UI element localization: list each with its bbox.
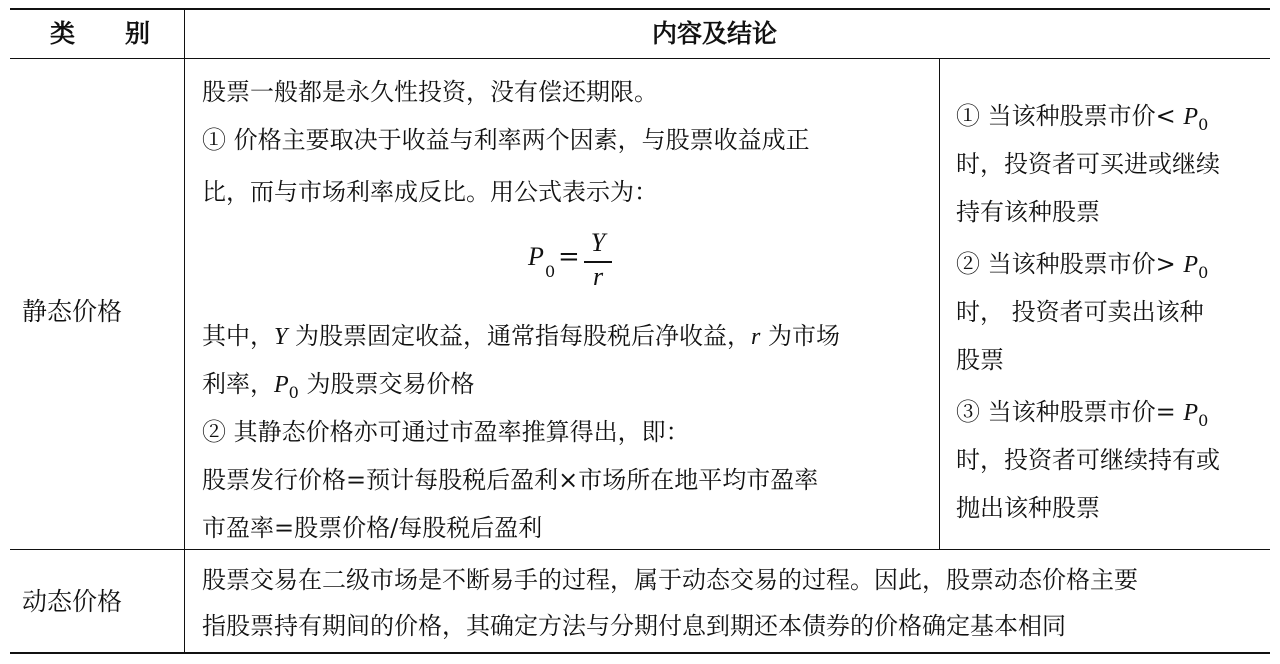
- header-category: 类 别: [50, 19, 151, 48]
- line4-part-c: 为市场: [760, 322, 840, 350]
- table-bottom-rule: [10, 652, 1270, 654]
- c3-var-sub: 0: [1198, 410, 1209, 430]
- conclusion-1-line-2: 时，投资者可买进或继续: [956, 150, 1220, 178]
- formula-denominator: r: [592, 262, 604, 291]
- dynamic-line-2: 指股票持有期间的价格，其确定方法与分期付息到期还本债券的价格确定基本相同: [202, 612, 1066, 640]
- static-line-5: [202, 364, 475, 413]
- c1-var-sub: 0: [1198, 114, 1209, 134]
- var-Y: Y: [274, 324, 288, 350]
- header-content: 内容及结论: [652, 19, 778, 48]
- conclusion-2-line-1: [956, 244, 1208, 293]
- table-top-rule: [10, 8, 1270, 10]
- formula-numerator: Y: [590, 228, 606, 257]
- conclusion-3-line-1: [956, 392, 1208, 441]
- static-category-label: 静态价格: [22, 297, 123, 326]
- var-P-sub: 0: [288, 382, 299, 402]
- conclusion-2-line-3: 股票: [956, 346, 1004, 374]
- column-divider: [184, 9, 185, 653]
- line5-part-b: 为股票交易价格: [298, 370, 475, 398]
- formula-equals: =: [558, 242, 580, 272]
- conclusion-1-line-1: [956, 96, 1208, 145]
- dynamic-category-label: 动态价格: [22, 587, 123, 616]
- var-P: P: [274, 372, 289, 398]
- dynamic-line-1: 股票交易在二级市场是不断易手的过程，属于动态交易的过程。因此，股票动态价格主要: [202, 566, 1138, 594]
- header-bottom-rule: [10, 58, 1270, 59]
- line4-part-b: 为股票固定收益，通常指每股税后净收益，: [287, 322, 751, 350]
- line4-part-a: 其中，: [202, 322, 274, 350]
- static-line-6: ② 其静态价格亦可通过市盈率推算得出，即：: [202, 418, 690, 446]
- static-line-8: 市盈率=股票价格/每股税后盈利: [202, 514, 543, 542]
- conclusion-3-line-2: 时，投资者可继续持有或: [956, 446, 1220, 474]
- conclusion-3-line-3: 抛出该种股票: [956, 494, 1100, 522]
- static-line-3: 比，而与市场利率成反比。用公式表示为：: [202, 178, 658, 206]
- conclusion-1-line-3: 持有该种股票: [956, 198, 1100, 226]
- static-line-1: 股票一般都是永久性投资，没有偿还期限。: [202, 78, 658, 106]
- c3-var-P: P: [1183, 400, 1199, 426]
- row-divider: [10, 549, 1270, 550]
- c2-text: ② 当该种股票市价>: [956, 250, 1176, 278]
- static-line-2: ① 价格主要取决于收益与利率两个因素，与股票收益成正: [202, 126, 810, 154]
- conclusion-2-line-2: 时， 投资者可卖出该种: [956, 298, 1204, 326]
- conclusion-divider: [939, 58, 940, 550]
- formula-lhs-sub: 0: [545, 262, 556, 281]
- formula-lhs: P: [528, 242, 544, 271]
- c3-text: ③ 当该种股票市价=: [956, 398, 1176, 426]
- line5-part-a: 利率，: [202, 370, 274, 398]
- c1-text: ① 当该种股票市价<: [956, 102, 1176, 130]
- static-line-7: 股票发行价格=预计每股税后盈利×市场所在地平均市盈率: [202, 466, 819, 494]
- c2-var-sub: 0: [1198, 262, 1209, 282]
- var-r: r: [751, 324, 761, 350]
- c1-var-P: P: [1183, 104, 1199, 130]
- c2-var-P: P: [1183, 252, 1199, 278]
- static-line-4: [202, 316, 840, 357]
